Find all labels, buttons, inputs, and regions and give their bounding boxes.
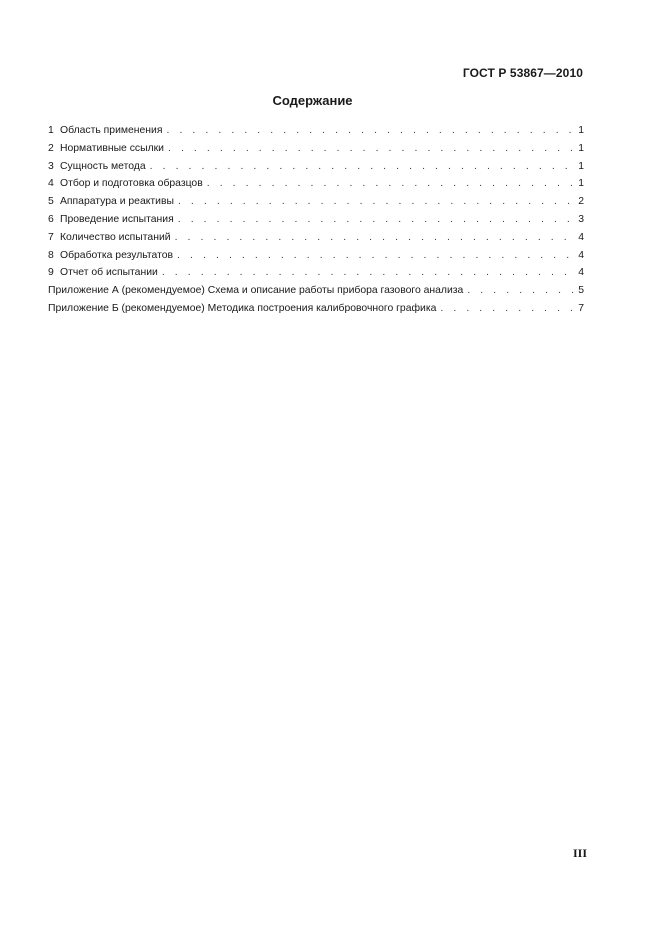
toc-entry-4[interactable] <box>48 175 584 193</box>
toc-entry-7[interactable] <box>48 229 584 247</box>
toc-entry-page: 1 <box>578 125 584 136</box>
document-code: ГОСТ Р 53867—2010 <box>462 66 583 80</box>
toc-entry-page: 5 <box>578 285 584 297</box>
toc-entry-label: Приложение Б (рекомендуемое) Методика построения калибровочного графика <box>48 302 437 314</box>
toc-entry-page: 1 <box>578 160 584 172</box>
toc-entry-label: Приложение А (рекомендуемое) Схема и описание работы прибора газового анализа <box>48 285 464 297</box>
toc-entry-page: 4 <box>578 249 584 261</box>
toc-entry-page: 2 <box>578 196 584 208</box>
toc-entry-page: 1 <box>578 178 584 190</box>
page-number: III <box>573 846 588 860</box>
toc-entry-number: 1 <box>48 125 54 136</box>
toc-entry-3[interactable] <box>48 158 584 176</box>
toc-title: Содержание <box>272 93 353 108</box>
toc-entry-page: 4 <box>578 267 584 279</box>
toc-entry-page: 1 <box>578 142 584 154</box>
dot-leader <box>150 158 574 176</box>
dot-leader <box>207 175 574 193</box>
dot-leader <box>175 229 574 247</box>
toc-entry-2[interactable] <box>48 140 584 158</box>
toc-entry-page: 4 <box>578 231 584 243</box>
toc-entry-number: 4 <box>48 178 54 190</box>
toc-entry-label: Проведение испытания <box>60 213 174 225</box>
toc-entry-number: 3 <box>48 160 54 172</box>
toc-entry-1[interactable] <box>48 122 584 140</box>
toc-entry-number: 6 <box>48 213 54 225</box>
toc-entry-8[interactable] <box>48 247 584 265</box>
toc-entry-appendix-b[interactable] <box>48 300 584 318</box>
toc-entry-number: 2 <box>48 142 54 154</box>
table-of-contents <box>48 122 584 318</box>
toc-entry-number: 5 <box>48 196 54 208</box>
toc-entry-label: Область применения <box>60 125 163 136</box>
dot-leader <box>178 193 574 211</box>
toc-entry-page: 3 <box>578 213 584 225</box>
dot-leader <box>162 264 574 282</box>
toc-entry-label: Количество испытаний <box>60 231 171 243</box>
dot-leader <box>178 211 574 229</box>
toc-entry-number: 7 <box>48 231 54 243</box>
toc-entry-label: Сущность метода <box>60 160 146 172</box>
toc-entry-6[interactable] <box>48 211 584 229</box>
toc-entry-number: 8 <box>48 249 54 261</box>
toc-entry-label: Аппаратура и реактивы <box>60 196 174 208</box>
toc-entry-label: Отбор и подготовка образцов <box>60 178 203 190</box>
toc-entry-label: Отчет об испытании <box>60 267 158 279</box>
dot-leader <box>168 140 574 158</box>
toc-entry-label: Обработка результатов <box>60 249 174 261</box>
toc-entry-number: 9 <box>48 267 54 279</box>
dot-leader <box>440 300 574 318</box>
toc-entry-9[interactable] <box>48 264 584 282</box>
toc-entry-page: 7 <box>578 302 584 314</box>
toc-entry-label: Нормативные ссылки <box>60 142 164 154</box>
dot-leader <box>177 247 574 265</box>
dot-leader <box>166 122 574 140</box>
toc-entry-5[interactable] <box>48 193 584 211</box>
toc-entry-appendix-a[interactable] <box>48 282 584 300</box>
dot-leader <box>467 282 574 300</box>
